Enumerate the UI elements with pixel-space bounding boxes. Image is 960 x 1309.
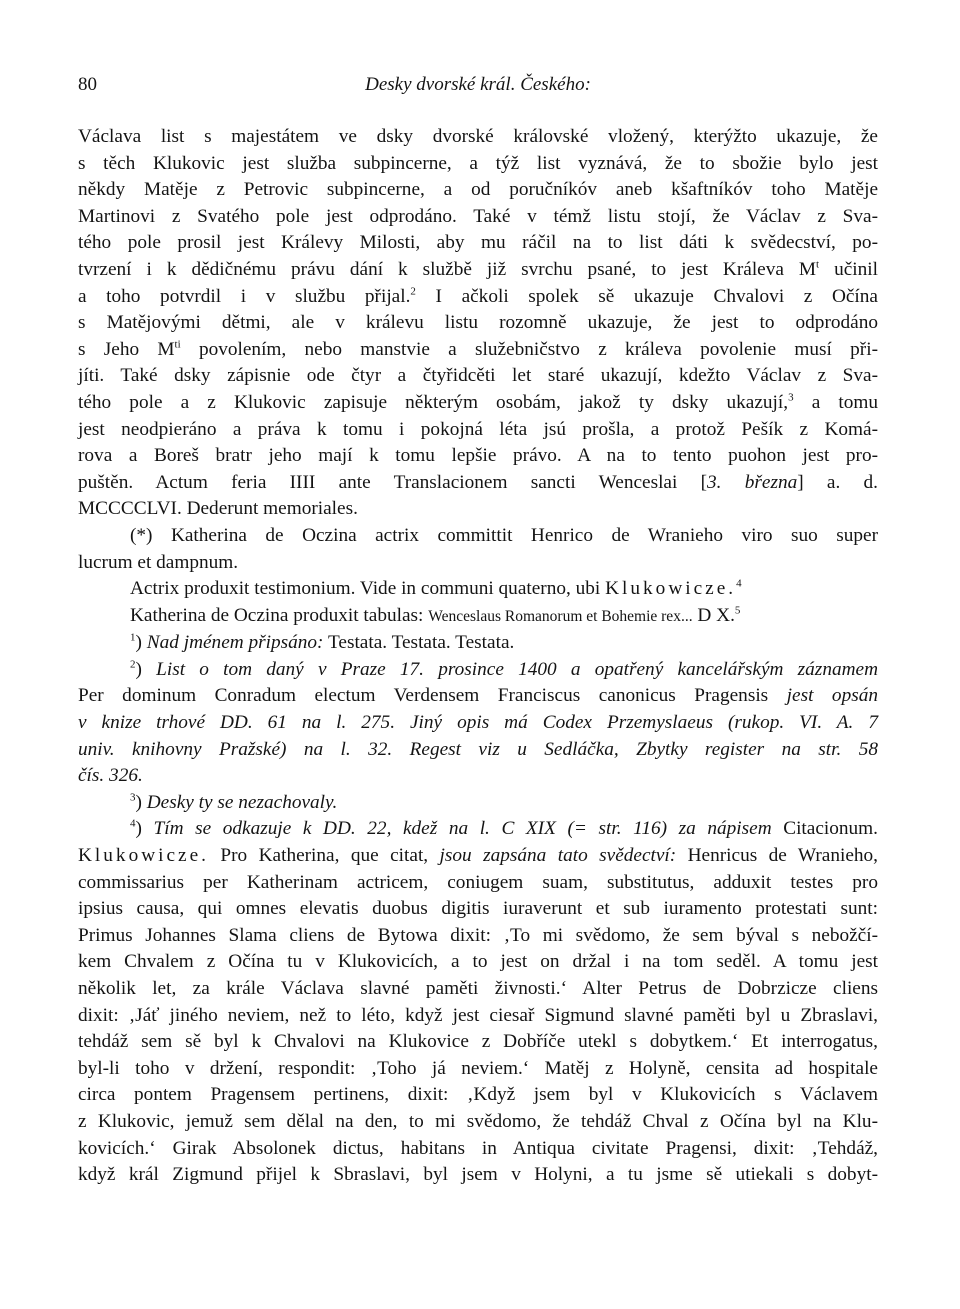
text-segment: povolením, nebo manstvie a služebničstvo z králeva povolenie musí při- [180, 338, 878, 360]
text-segment: s Jeho M [78, 338, 175, 360]
text-line: jíti. Také dsky zápisnie ode čtyr a čtyřidcěti let staré ukazují, kdežto Václav z Sva- [78, 365, 878, 387]
footnote-4: $^4$) Tím se odkazuje k DD. 22, kdež na l. C XIX (= str. 116) za nápisem Citacionum. [130, 818, 878, 840]
text-line [78, 603, 878, 631]
text-line: několik let, za krále Václava slavné paměti živnosti.‘ Alter Petrus de Dobrzicze cliens [78, 978, 878, 999]
footnote-1: $^1$) Nad jménem připsáno: Testata. Testata. Testata. [130, 631, 515, 654]
text-segment: Citacionum. [771, 818, 878, 840]
text-line [78, 337, 878, 364]
footnote-3: $^3$) Desky ty se nezachovaly. [130, 791, 338, 813]
text-line: jest neodpieráno a práva k tomu i pokojná léta jsú prošla, a protož Pešík z Komá- [78, 418, 878, 440]
text-line: tého pole prosil jest Králevy Milosti, aby mu ráčil na to list dáti k svědecství, po- [78, 232, 878, 254]
text-line [78, 683, 878, 710]
text-line: rova a Boreš bratr jeho mají k tomu lepšie právo. A na to tento puohon jest pro- [78, 445, 878, 467]
text-line: lucrum et dampnum. [78, 551, 239, 573]
text-line: Primus Johannes Slama cliens de Bytowa dixit: ‚To mi svědomo, že sem býval s nebožčí- [78, 924, 878, 946]
text-line: tehdáž sem sě byl k Chvalovi na Klukovice z Dobříče utekl s dobytkem.‘ Et interrogatus, [78, 1031, 878, 1053]
footnote-italic: Tím se odkazuje k DD. 22, kdež na l. C XIX (= str. 116) za nápisem [153, 818, 772, 840]
page-body [78, 124, 878, 1189]
quoted-incipit: Wenceslaus Romanorum et Bohemie rex... [428, 607, 693, 625]
text-line: (*) Katherina de Oczina actrix committit Henrico de Wranieho viro suo super [130, 524, 878, 546]
footnote-2: $^2$) List o tom daný v Praze 17. prosince 1400 a opatřený kancelářským záznamem [130, 658, 879, 680]
text-segment: tého pole a z Klukovic zapisuje některým osobám, jakož ty dsky ukazují, [78, 391, 789, 413]
text-line: kovicích.‘ Girak Absolonek dictus, habitans in Antiqua civitate Pragensi, dixit: ‚Tehdáž, [78, 1137, 878, 1159]
footnote-ref: 2 [410, 285, 416, 298]
footnote-ref: 5 [734, 604, 741, 617]
text-segment: a tomu [793, 391, 879, 413]
text-segment: učinil [819, 258, 878, 280]
text-line: s Matějovými dětmi, ale v králevu listu rozomně ukazuje, že jest to odprodáno [78, 312, 878, 334]
text-segment: Henricus de Wranieho, [676, 845, 878, 867]
footnote-number: 3 [130, 791, 136, 804]
superscript: t [816, 258, 820, 271]
footnote-ref: 4 [736, 577, 742, 590]
text-segment: puštěn. Actum feria IIII ante Translacionem sancti Wenceslai [ [78, 471, 708, 493]
text-segment: ] a. d. [797, 471, 878, 493]
text-line [78, 763, 878, 790]
text-segment: D X. [692, 604, 735, 626]
footnote-italic: univ. knihovny Pražské) na l. 32. Regest viz u Sedláčka, Zbytky register na str. 58 [78, 738, 878, 760]
text-segment: Testata. Testata. Testata. [323, 632, 515, 654]
text-line [78, 390, 878, 417]
text-line: s těch Klukovic jest služba subpincerne, a týž list vyznává, že to sbožie bylo jest [78, 152, 878, 174]
spaced-name: Klukowicze. [78, 845, 209, 867]
date-note: 3. března [707, 471, 798, 493]
text-line [78, 576, 878, 603]
text-line [78, 470, 878, 497]
text-line: MCCCCLVI. Dederunt memoriales. [78, 498, 358, 520]
text-line: circa pontem Pragensem pertinens, dixit: ‚Když jsem byl v Klukovicích s Václavem [78, 1084, 878, 1106]
page-header [78, 74, 878, 104]
text-segment: Katherina de Oczina produxit tabulas: [130, 604, 429, 626]
page-number: 80 [78, 74, 97, 95]
text-segment: I ačkoli spolek sě ukazuje Chvalovi z Očína [415, 285, 878, 307]
text-segment: Actrix produxit testimonium. Vide in communi quaterno, ubi [130, 578, 606, 600]
text-line: když král Zigmund přijel k Sbraslavi, byl jsem v Holyni, a tu jsme sě utiekali s dobyt- [78, 1164, 878, 1186]
footnote-italic: List o tom daný v Praze 17. prosince 1400 a opatřený kancelářským záznamem [156, 658, 879, 680]
text-line: z Klukovic, jemuž sem dělal na den, to mi svědomo, že tehdáž Chval z Očína byl na Klu- [78, 1110, 878, 1132]
footnote-ref: 3 [788, 391, 794, 404]
superscript: ti [174, 338, 181, 351]
text-line [78, 737, 878, 764]
text-line: commissarius per Katherinam actricem, coniugem suam, substitutus, adduxit testes pro [78, 871, 878, 893]
spaced-name: Klukowicze. [605, 578, 737, 600]
footnote-number: 2 [130, 658, 136, 671]
text-line: Martinovi z Svatého pole jest odprodáno. Také v témž listu stojí, že Václav z Sva- [78, 205, 878, 227]
text-segment: tvrzení i k dědičnému právu dání k službě již svrchu psané, to jest Králeva M [78, 258, 817, 280]
text-segment: Pro Katherina, que citat, [208, 845, 440, 867]
footnote-number: 1 [130, 631, 136, 644]
footnote-italic: jsou zapsána tato svědectví: [439, 845, 677, 867]
text-line [78, 257, 878, 284]
footnote-italic: čís. 326. [78, 765, 143, 787]
text-line: byl-li toho v držení, respondit: ‚Toho já neviem.‘ Matěj z Holyně, censita ad hospitale [78, 1057, 878, 1079]
footnote-italic: jest opsán [786, 685, 878, 707]
text-segment: a toho potvrdil i v službu přijal. [78, 285, 411, 307]
running-title: Desky dvorské král. Českého: [365, 74, 591, 95]
footnote-italic: Desky ty se nezachovaly. [146, 791, 338, 813]
text-line: Václava list s majestátem ve dsky dvorské královské vložený, kterýžto ukazuje, že [78, 126, 878, 147]
text-line [78, 284, 878, 311]
footnote-italic: Nad jménem připsáno: [146, 632, 324, 654]
text-line [78, 843, 878, 870]
footnote-number: 4 [130, 818, 136, 831]
footnote-italic: v knize trhové DD. 61 na l. 275. Jiný opis má Codex Przemyslaeus (rukop. VI. A. 7 [78, 712, 878, 734]
text-line: dixit: ‚Jáť jiného neviem, než to léto, když jest ciesař Sigmund slavné paměti byl u Zbraslavi, [78, 1004, 878, 1026]
text-segment: Per dominum Conradum electum Verdensem Franciscus canonicus Pragensis [78, 685, 787, 707]
text-line: kem Chvalem z Očína tu v Klukovicích, a to jest on držal i na tom seděl. A tomu jest [78, 951, 878, 973]
text-line: někdy Matěje z Petrovic subpincerne, a od poručníkóv aneb kšaftníkóv toho Matěje [78, 179, 878, 201]
text-line [78, 710, 878, 737]
text-line: ipsius causa, qui omnes elevatis duobus digitis iuraverunt et sub iuramento protestati sunt: [78, 898, 878, 920]
